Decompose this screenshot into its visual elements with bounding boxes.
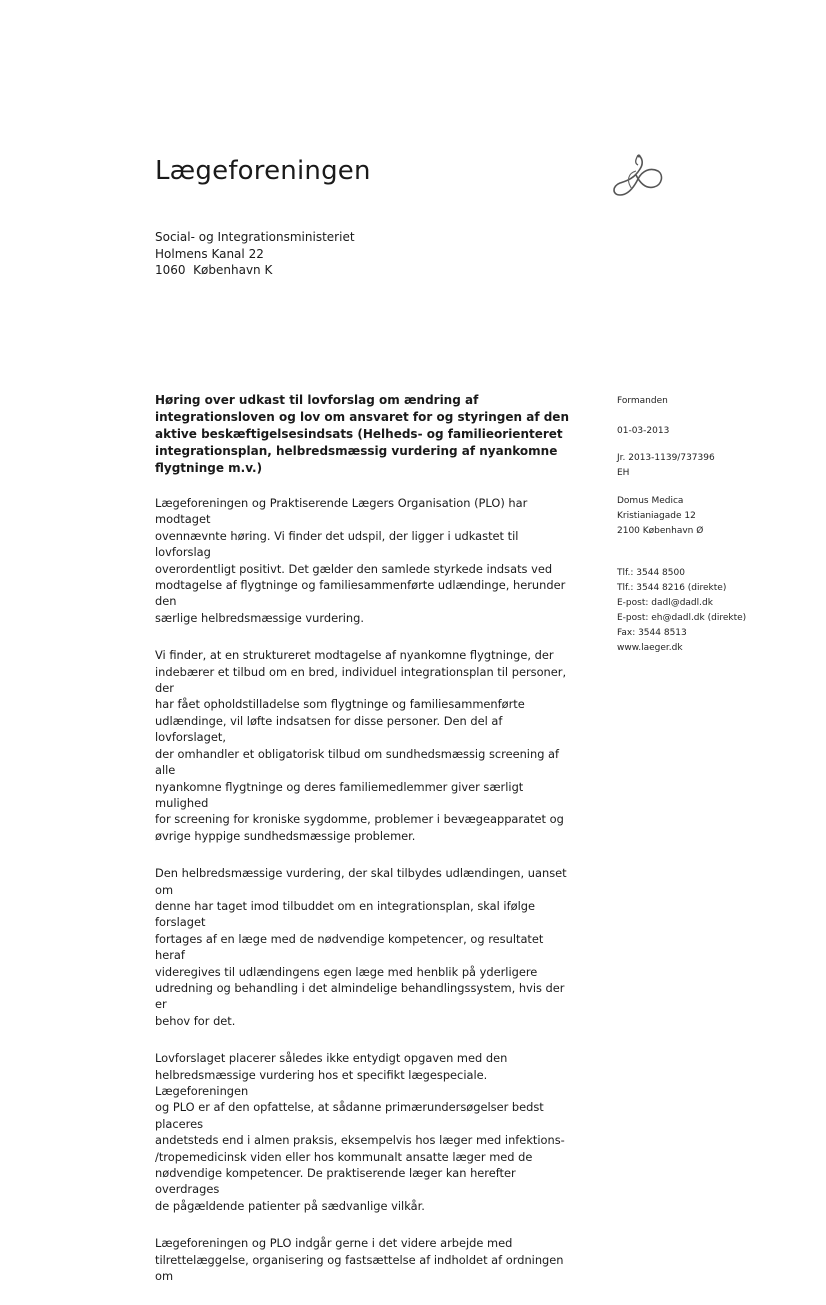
contact-line: E-post: eh@dadl.dk (direkte) — [617, 613, 747, 623]
body-paragraph: Lovforslaget placerer således ikke entydigt opgaven med den helbredsmæssige vurdering hos et specifikt lægespeciale. Lægeforeningen og PLO er af den opfattelse, at sådanne primærundersøgelser bedst placeres andetsteds end i almen praksis, eksempelvis hos læger med infektions- /tropemedicinsk viden eller hos kommunalt ansatte læger med de nødvendige kompetencer. De praktiserende læger kan herefter overdrages de pågældende patienter på sædvanlige vilkår. — [155, 1051, 565, 1213]
journal-line: Jr. 2013-1139/737396 — [617, 453, 715, 463]
contact-line: Tlf.: 3544 8500 — [617, 568, 685, 578]
letter-subject: Høring over udkast til lovforslag om ændring af integrationsloven og lov om ansvaret for og styringen af den aktive beskæftigelsesindsats (Helheds- og familieorienteret integrationsplan, helbredsmæssig vurdering af nyankomne flygtninge m.v.) — [155, 393, 569, 475]
recipient-line: Holmens Kanal 22 — [155, 246, 264, 261]
sender-address-line: Domus Medica — [617, 496, 684, 506]
sender-address-line: 2100 København Ø — [617, 526, 704, 536]
body-paragraph: Vi finder, at en struktureret modtagelse af nyankomne flygtninge, der indebærer et tilbud om en bred, individuel integrationsplan til personer, der har fået opholdstilladelse som flygtninge og familiesammenførte udlændinge, vil løfte indsatsen for disse personer. Den del af lovforslaget, der omhandler et obligatorisk tilbud om sundhedsmæssig screening af alle nyankomne flygtninge og deres familiemedlemmer giver særligt mulighed for screening for kroniske sygdomme, problemer i bevægeapparatet og øvrige hyppige sundhedsmæssige problemer. — [155, 648, 567, 843]
contact-line: www.laeger.dk — [617, 643, 683, 653]
sender-role-text: Formanden — [617, 396, 668, 406]
recipient-line: 1060 København K — [155, 263, 273, 277]
contact-line: Tlf.: 3544 8216 (direkte) — [617, 583, 727, 593]
serpent-knot-icon — [608, 153, 666, 199]
body-paragraph: Lægeforeningen og PLO indgår gerne i det videre arbejde med tilrettelæggelse, organisering og fastsættelse af indholdet af ordningen om — [155, 1236, 564, 1284]
letter-body — [155, 495, 575, 1305]
sender-contact — [617, 566, 746, 656]
body-paragraph: Den helbredsmæssige vurdering, der skal tilbydes udlændingen, uanset om denne har taget imod tilbuddet om en integrationsplan, skal ifølge forslaget fortages af en læge med de nødvendige kompetencer, og resultatet heraf videregives til udlændingens egen læge med henblik på yderligere udredning og behandling i det almindelige behandlingssystem, hvis der er behov for det. — [155, 866, 567, 1028]
sender-address-line: Kristianiagade 12 — [617, 511, 696, 521]
contact-line: E-post: dadl@dadl.dk — [617, 598, 713, 608]
recipient-address — [155, 229, 355, 279]
recipient-line: Social- og Integrationsministeriet — [155, 230, 355, 244]
organization-logo-text: Lægeforeningen — [155, 156, 371, 186]
sender-address — [617, 494, 703, 539]
sender-role — [617, 394, 668, 409]
letter-date-text: 01-03-2013 — [617, 426, 670, 436]
journal-reference — [617, 451, 715, 481]
contact-line: Fax: 3544 8513 — [617, 628, 687, 638]
letter-date — [617, 424, 669, 439]
body-paragraph: Lægeforeningen og Praktiserende Lægers Organisation (PLO) har modtaget ovennævnte høring. Vi finder det udspil, der ligger i udkastet til lovforslag overordentligt positivt. Det gælder den samlede styrkede indsats ved modtagelse af flygtninge og familiesammenførte udlændinge, herunder den særlige helbredsmæssige vurdering. — [155, 496, 566, 625]
journal-line: EH — [617, 468, 630, 478]
